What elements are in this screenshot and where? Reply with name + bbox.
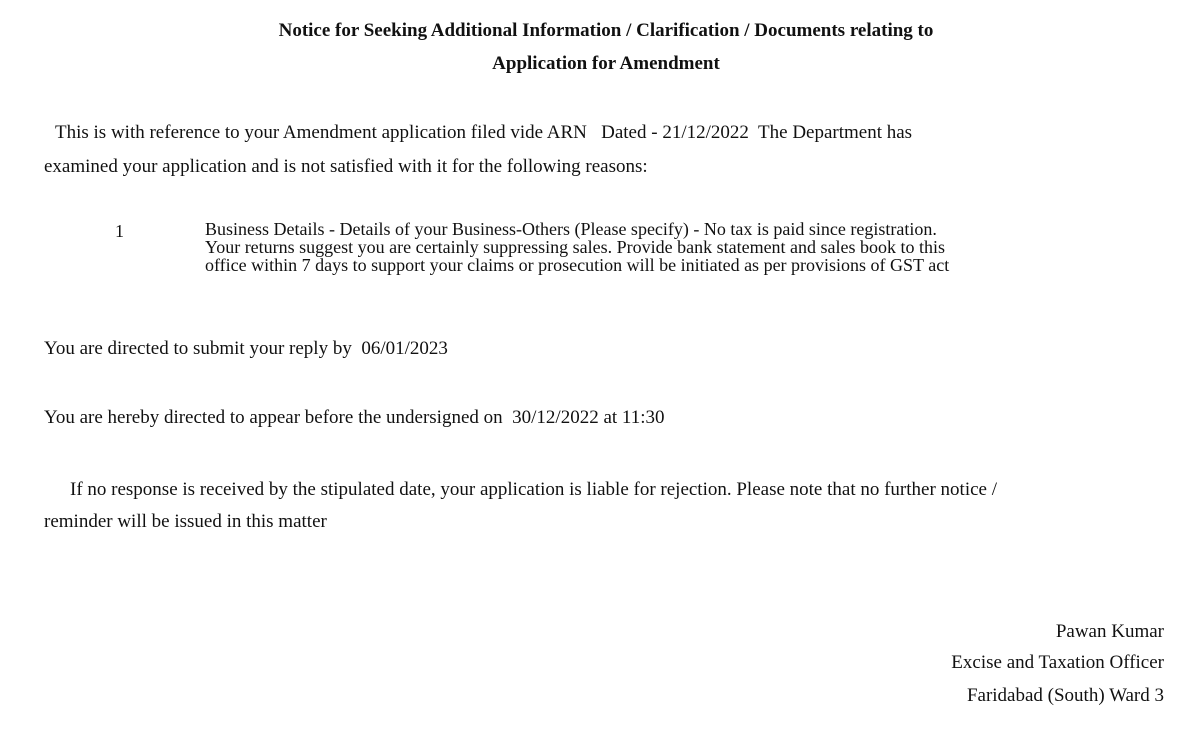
notice-title-line-2: Application for Amendment: [492, 53, 720, 74]
intro-line-1: This is with reference to your Amendment application filed vide ARN Dated - 21/12/2022 The Department has: [55, 122, 913, 143]
officer-designation: Excise and Taxation Officer: [951, 652, 1164, 673]
reason-text: [205, 220, 1165, 274]
officer-office: Faridabad (South) Ward 3: [966, 685, 1164, 706]
hearing-appearance: You are hereby directed to appear before the undersigned on 30/12/2022 at 11:30: [44, 407, 665, 428]
officer-name: Pawan Kumar: [1055, 621, 1164, 642]
reason-number: 1: [115, 221, 124, 241]
notice-title-line-1: Notice for Seeking Additional Information / Clarification / Documents relating to: [278, 20, 934, 41]
intro-line-2: examined your application and is not satisfied with it for the following reasons:: [44, 156, 648, 177]
warning-line-2: reminder will be issued in this matter: [44, 511, 327, 532]
warning-line-1: If no response is received by the stipulated date, your application is liable for rejection. Please note that no further notice /: [70, 479, 998, 500]
reply-deadline: You are directed to submit your reply by 06/01/2023: [44, 338, 448, 359]
reason-line-2: Your returns suggest you are certainly suppressing sales. Provide bank statement and sales book to this: [205, 237, 946, 257]
reason-line-3: office within 7 days to support your claims or prosecution will be initiated as per provisions of GST act: [205, 255, 950, 275]
reason-line-1: Business Details - Details of your Business-Others (Please specify) - No tax is paid since registration.: [205, 219, 937, 239]
